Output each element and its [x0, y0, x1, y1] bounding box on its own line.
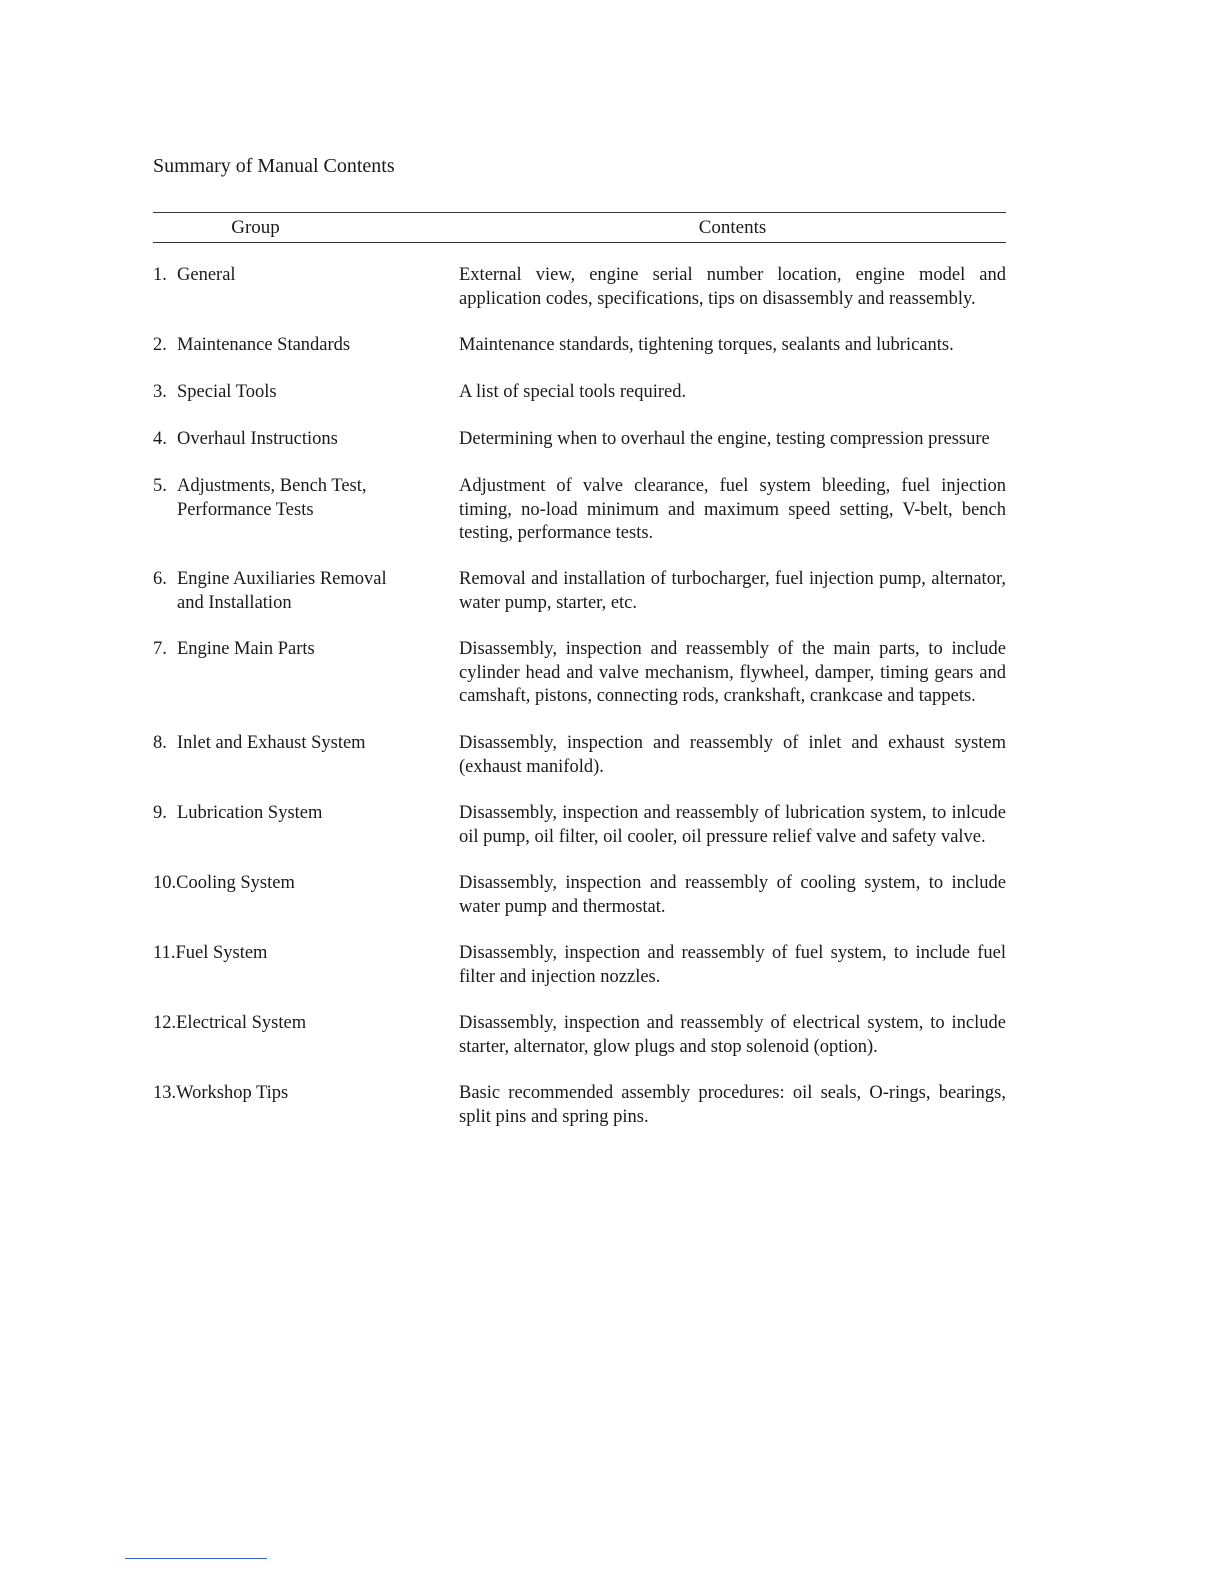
group-label: Workshop Tips [176, 1083, 289, 1103]
table-header [153, 213, 1006, 242]
table-row [153, 802, 1006, 872]
group-label: Special Tools [177, 382, 277, 402]
group-cell [153, 942, 459, 1012]
table-row [153, 475, 1006, 568]
group-number: 11. [153, 943, 176, 963]
table-row [153, 732, 1006, 802]
group-label: Fuel System [175, 943, 268, 963]
header-group: Group [231, 216, 280, 238]
group-number: 5. [153, 476, 167, 496]
group-number: 3. [153, 382, 167, 402]
contents-cell: A list of special tools required. [459, 382, 687, 402]
group-number: 4. [153, 429, 167, 449]
group-cell [153, 568, 459, 638]
contents-cell: Maintenance standards, tightening torques, sealants and lubricants. [459, 335, 954, 355]
contents-cell: Removal and installation of turbocharger, fuel injection pump, alternator, water pump, starter, etc. [459, 569, 1006, 613]
group-cell [153, 1012, 459, 1082]
group-cell [153, 334, 459, 381]
contents-cell: Disassembly, inspection and reassembly of cooling system, to include water pump and thermostat. [459, 873, 1006, 917]
table-header-rule [153, 242, 1006, 243]
group-label: Engine Auxiliaries Removal and Installation [177, 569, 387, 613]
contents-cell: Disassembly, inspection and reassembly of the main parts, to include cylinder head and valve mechanism, flywheel, damper, timing gears and camshaft, pistons, connecting rods, crankshaft, crankcase and tappets. [459, 639, 1006, 706]
group-number: 13. [153, 1083, 177, 1103]
group-cell [153, 872, 459, 942]
group-label: Engine Main Parts [177, 639, 315, 659]
group-number: 2. [153, 335, 167, 355]
table-row [153, 381, 1006, 428]
contents-cell: Disassembly, inspection and reassembly of inlet and exhaust system (exhaust manifold). [459, 733, 1006, 777]
table-row [153, 1082, 1006, 1152]
group-cell [153, 475, 459, 568]
group-number: 6. [153, 569, 167, 589]
group-cell [153, 428, 459, 475]
group-label: Lubrication System [177, 803, 323, 823]
table-row [153, 264, 1006, 334]
group-number: 1. [153, 265, 167, 285]
group-label: Cooling System [176, 873, 295, 893]
table-row [153, 1012, 1006, 1082]
contents-cell: Basic recommended assembly procedures: oil seals, O-rings, bearings, split pins and spring pins. [459, 1083, 1006, 1127]
group-label: Inlet and Exhaust System [177, 733, 366, 753]
group-label: General [177, 265, 236, 285]
header-contents: Contents [698, 216, 767, 238]
contents-table [153, 212, 1006, 1152]
table-row [153, 638, 1006, 732]
contents-cell: Determining when to overhaul the engine, testing compression pressure [459, 429, 990, 449]
table-row [153, 334, 1006, 381]
group-number: 7. [153, 639, 167, 659]
group-label: Maintenance Standards [177, 335, 351, 355]
group-label: Electrical System [176, 1013, 307, 1033]
table-row [153, 428, 1006, 475]
table-row [153, 942, 1006, 1012]
group-cell [153, 638, 459, 732]
group-number: 10. [153, 873, 177, 893]
page-title: Summary of Manual Contents [153, 155, 395, 177]
group-cell [153, 381, 459, 428]
group-number: 9. [153, 803, 167, 823]
table-body [153, 264, 1006, 1152]
footer-line [125, 1558, 267, 1559]
contents-cell: Disassembly, inspection and reassembly of lubrication system, to inlcude oil pump, oil filter, oil cooler, oil pressure relief valve and safety valve. [459, 803, 1006, 847]
group-cell [153, 1082, 459, 1152]
group-number: 8. [153, 733, 167, 753]
group-cell [153, 802, 459, 872]
group-number: 12. [153, 1013, 177, 1033]
contents-cell: External view, engine serial number location, engine model and application codes, specifications, tips on disassembly and reassembly. [459, 265, 1006, 309]
contents-cell: Adjustment of valve clearance, fuel system bleeding, fuel injection timing, no-load minimum and maximum speed setting, V-belt, bench testing, performance tests. [459, 476, 1006, 543]
table-row [153, 568, 1006, 638]
contents-cell: Disassembly, inspection and reassembly of fuel system, to include fuel filter and injection nozzles. [459, 943, 1006, 987]
group-label: Adjustments, Bench Test, Performance Tests [177, 476, 367, 520]
group-cell [153, 732, 459, 802]
contents-cell: Disassembly, inspection and reassembly of electrical system, to include starter, alternator, glow plugs and stop solenoid (option). [459, 1013, 1006, 1057]
group-cell [153, 264, 459, 334]
group-label: Overhaul Instructions [177, 429, 338, 449]
table-row [153, 872, 1006, 942]
